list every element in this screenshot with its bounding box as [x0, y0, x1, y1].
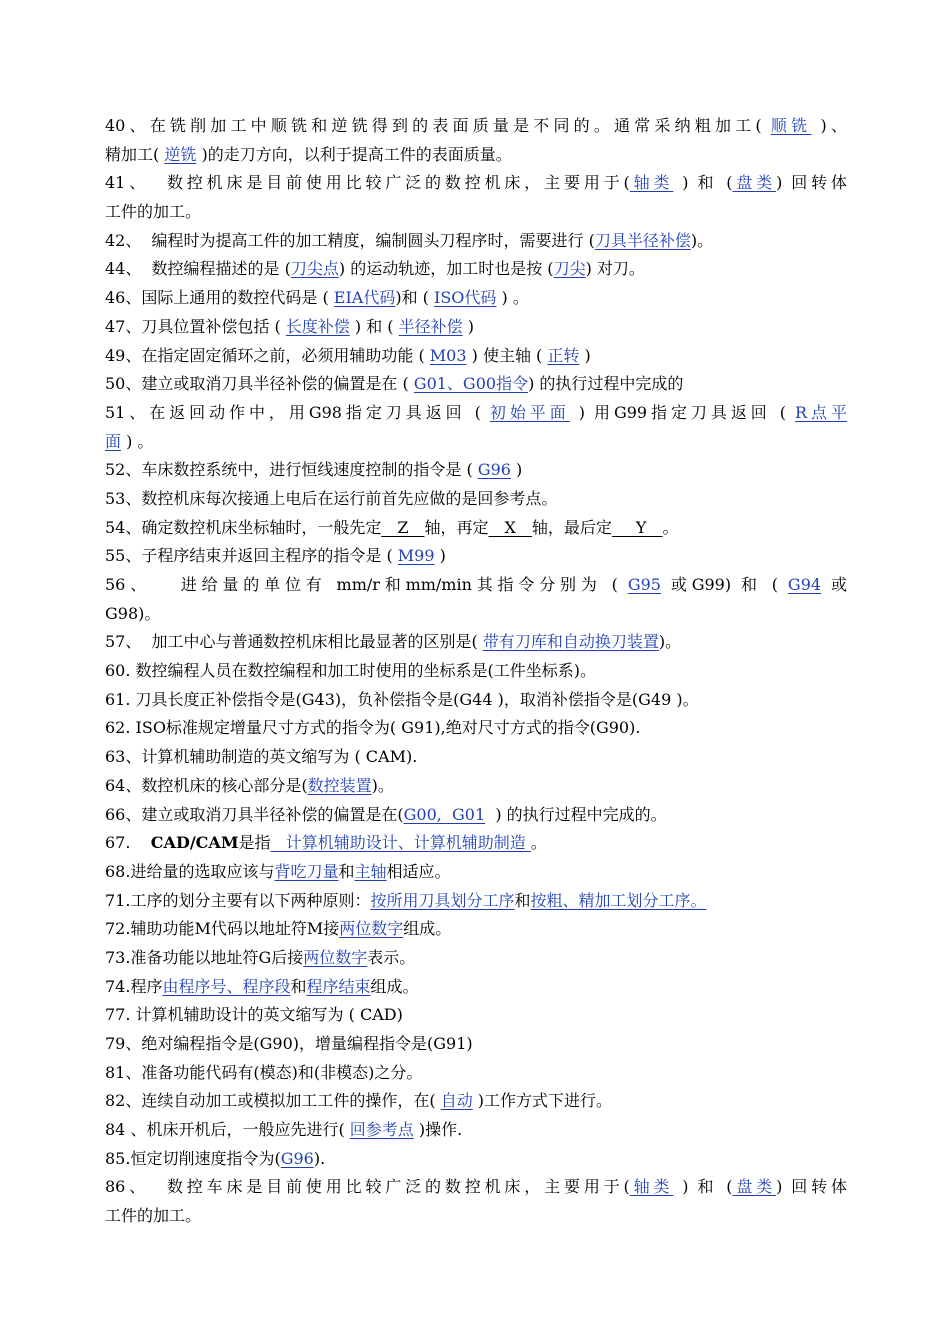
line-text: )和 (: [395, 288, 435, 308]
answer-text: 轴类: [629, 173, 674, 193]
line-text: 57、 加工中心与普通数控机床相比最显著的区别是(: [105, 632, 483, 652]
answer-text: 正转: [547, 345, 580, 365]
text-line: [105, 1030, 847, 1059]
bold-term: CAD/CAM: [150, 833, 239, 853]
line-text: 是指: [238, 833, 271, 853]
text-line: [105, 858, 847, 887]
answer-text: 刀具半径补偿: [594, 230, 691, 250]
line-text: 66、建立或取消刀具半径补偿的偏置是在(: [105, 804, 404, 824]
answer-text: 面: [105, 431, 122, 451]
answer-text: 回参考点: [349, 1120, 414, 1140]
answer-text: 逆铣: [164, 144, 197, 164]
answer-text: 数控装置: [307, 775, 372, 795]
text-line: [105, 255, 847, 284]
text-line: [105, 1202, 847, 1231]
answer-text: 轴类: [629, 1177, 674, 1197]
text-line: [105, 944, 847, 973]
line-text: 74.程序: [105, 976, 163, 996]
text-line: [105, 600, 847, 629]
line-text: )。: [690, 230, 714, 250]
text-line: [105, 456, 847, 485]
line-text: )操作.: [413, 1120, 463, 1140]
text-line: [105, 1087, 847, 1116]
answer-text: 背吃刀量: [274, 861, 339, 881]
line-text: 51、在返回动作中，用G98指定刀具返回 (: [105, 402, 490, 422]
text-line: [105, 1001, 847, 1030]
line-text: ) 的执行过程中完成的: [528, 374, 684, 394]
text-line: [105, 772, 847, 801]
text-line: [105, 198, 847, 227]
answer-text: G96: [280, 1148, 314, 1168]
text-line: [105, 628, 847, 657]
line-text: ): [579, 345, 591, 365]
line-text: 46、国际上通用的数控代码是 (: [105, 288, 334, 308]
line-text: )。: [371, 775, 394, 795]
text-line: [105, 514, 847, 543]
text-line: [105, 1173, 847, 1202]
answer-text: G95: [627, 575, 661, 594]
line-text: 55、子程序结束并返回主程序的指令是 (: [105, 546, 398, 566]
text-line: [105, 743, 847, 772]
line-text: 50、建立或取消刀具半径补偿的偏置是在 (: [105, 374, 414, 394]
line-text: 工件的加工。: [105, 202, 202, 222]
line-text: 85.恒定切削速度指令为(: [105, 1148, 281, 1168]
line-text: ): [434, 546, 446, 566]
text-line: [105, 169, 847, 198]
line-text: 62. ISO标准规定增量尺寸方式的指令为( G91),绝对尺寸方式的指令(G90).: [105, 718, 641, 738]
line-text: 63、计算机辅助制造的英文缩写为 ( CAM).: [105, 747, 418, 767]
line-text: ): [510, 460, 523, 480]
blank-answer: ___Y__: [611, 517, 663, 537]
line-text: 。: [530, 833, 547, 853]
answer-text: M99: [397, 546, 435, 566]
answer-text: 按所用刀具划分工序: [370, 890, 515, 910]
line-text: 86、 数控车床是目前使用比较广泛的数控机床，主要用于(: [105, 1177, 630, 1197]
answer-text: R点平: [795, 402, 847, 422]
line-text: 81、准备功能代码有(模态)和(非模态)之分。: [105, 1062, 423, 1082]
line-text: ) 的执行过程中完成的。: [485, 804, 667, 824]
answer-text: G96: [477, 460, 511, 480]
line-text: 73.准备功能以地址符G后接: [105, 947, 304, 967]
line-text: 60. 数控编程人员在数控编程和加工时使用的坐标系是(工件坐标系)。: [105, 661, 597, 681]
text-line: [105, 1145, 847, 1174]
line-text: 或: [821, 575, 847, 594]
line-text: ) 和 (: [673, 1177, 733, 1197]
line-text: 42、 编程时为提高工件的加工精度，编制圆头刀程序时，需要进行 (: [105, 230, 595, 250]
text-line: [105, 112, 847, 141]
line-text: ) 用G99指定刀具返回 (: [569, 402, 796, 422]
answer-text: 主轴: [354, 861, 387, 881]
answer-text: 盘类: [732, 173, 777, 193]
line-text: 67.: [105, 833, 151, 853]
line-text: )工作方式下进行。: [472, 1091, 613, 1111]
line-text: ) 的运动轨迹，加工时也是按 (: [338, 259, 554, 279]
text-line: [105, 915, 847, 944]
answer-text: 计算机辅助设计、计算机辅助制造: [270, 833, 531, 853]
answer-text: G00, G01: [403, 804, 486, 824]
answer-text: EIA代码: [333, 288, 396, 308]
text-line: [105, 370, 847, 399]
line-text: 54、确定数控机床坐标轴时，一般先定: [105, 517, 382, 537]
text-line: [105, 657, 847, 686]
answer-text: 盘类: [732, 1177, 777, 1197]
line-text: 53、数控机床每次接通上电后在运行前首先应做的是回参考点。: [105, 488, 558, 508]
answer-text: 半径补偿: [398, 316, 463, 336]
line-text: 精加工(: [105, 144, 165, 164]
line-text: 77. 计算机辅助设计的英文缩写为 ( CAD): [105, 1005, 403, 1025]
line-text: 组成。: [403, 919, 452, 939]
answer-text: 刀尖: [553, 259, 586, 279]
line-text: 44、 数控编程描述的是 (: [105, 259, 291, 279]
line-text: 组成。: [370, 976, 419, 996]
line-text: ).: [313, 1148, 326, 1168]
line-text: G98)。: [105, 603, 161, 623]
text-line: [105, 342, 847, 371]
text-line: [105, 571, 847, 600]
line-text: ) 回转体: [776, 1177, 847, 1197]
line-text: 56、 进给量的单位有 mm/r和mm/min其指令分别为 (: [105, 575, 628, 594]
answer-text: 自动: [440, 1091, 473, 1111]
text-line: [105, 542, 847, 571]
line-text: )、: [811, 116, 847, 135]
text-line: [105, 485, 847, 514]
text-line: [105, 1116, 847, 1145]
answer-text: 两位数字: [339, 919, 404, 939]
line-text: 41、 数控机床是目前使用比较广泛的数控机床，主要用于(: [105, 173, 630, 193]
line-text: 轴，再定: [424, 517, 489, 537]
line-text: 和: [338, 861, 355, 881]
text-line: [105, 801, 847, 830]
line-text: ) 。: [496, 288, 529, 308]
line-text: ) 和 (: [349, 316, 399, 336]
answer-text: 两位数字: [303, 947, 368, 967]
answer-text: 程序结束: [306, 976, 371, 996]
text-line: [105, 686, 847, 715]
text-line: [105, 714, 847, 743]
line-text: 79、绝对编程指令是(G90)，增量编程指令是(G91): [105, 1034, 473, 1053]
line-text: ): [462, 316, 474, 336]
line-text: 40、在铣削加工中顺铣和逆铣得到的表面质量是不同的。通常采纳粗加工(: [105, 116, 771, 135]
line-text: ) 。: [121, 431, 154, 451]
text-line: [105, 973, 847, 1002]
line-text: 64、数控机床的核心部分是(: [105, 775, 308, 795]
line-text: 。: [662, 517, 679, 537]
answer-text: 由程序号、程序段: [162, 976, 291, 996]
line-text: 72.辅助功能M代码以地址符M接: [105, 919, 340, 939]
text-line: [105, 313, 847, 342]
line-text: ) 对刀。: [585, 259, 645, 279]
answer-text: G94: [787, 575, 822, 594]
line-text: ) 和 (: [673, 173, 733, 193]
answer-text: M03: [429, 345, 467, 365]
answer-text: 顺铣: [770, 116, 812, 135]
line-text: 49、在指定固定循环之前，必须用辅助功能 (: [105, 345, 430, 365]
answer-text: 带有刀库和自动换刀装置: [482, 632, 659, 652]
text-line: [105, 1059, 847, 1088]
text-line: [105, 141, 847, 170]
text-line: [105, 428, 847, 457]
line-text: 82、连续自动加工或模拟加工工件的操作，在(: [105, 1091, 441, 1111]
line-text: 表示。: [367, 947, 416, 967]
line-text: 或G99) 和 (: [660, 575, 788, 594]
text-line: [105, 887, 847, 916]
line-text: 52、车床数控系统中，进行恒线速度控制的指令是 (: [105, 460, 478, 480]
line-text: 71.工序的划分主要有以下两种原则：: [105, 890, 371, 910]
answer-text: 按粗、精加工划分工序。: [530, 890, 707, 910]
line-text: 84 、机床开机后，一般应先进行(: [105, 1120, 350, 1140]
answer-text: ISO代码: [434, 288, 497, 308]
blank-answer: __X__: [488, 517, 532, 537]
line-text: 和: [514, 890, 531, 910]
line-text: 68.进给量的选取应该与: [105, 861, 275, 881]
line-text: 相适应。: [386, 861, 451, 881]
answer-text: G01、G00指令: [413, 374, 529, 394]
answer-text: 刀尖点: [290, 259, 339, 279]
answer-text: 初始平面: [489, 402, 570, 422]
line-text: 47、刀具位置补偿包括 (: [105, 316, 286, 336]
text-line: [105, 284, 847, 313]
line-text: ) 回转体: [776, 173, 847, 193]
line-text: 和: [290, 976, 307, 996]
line-text: 61. 刀具长度正补偿指令是(G43)，负补偿指令是(G44 )，取消补偿指令是(G49 )。: [105, 689, 699, 709]
blank-answer: __Z__: [381, 517, 425, 537]
line-text: ) 使主轴 (: [466, 345, 548, 365]
line-text: 工件的加工。: [105, 1206, 202, 1226]
line-text: )的走刀方向，以利于提高工件的表面质量。: [196, 144, 512, 164]
text-line: [105, 227, 847, 256]
text-line: [105, 829, 847, 858]
answer-text: 长度补偿: [285, 316, 350, 336]
text-line: [105, 399, 847, 428]
document-body: [105, 112, 847, 1231]
line-text: 轴，最后定: [531, 517, 612, 537]
line-text: )。: [658, 632, 682, 652]
